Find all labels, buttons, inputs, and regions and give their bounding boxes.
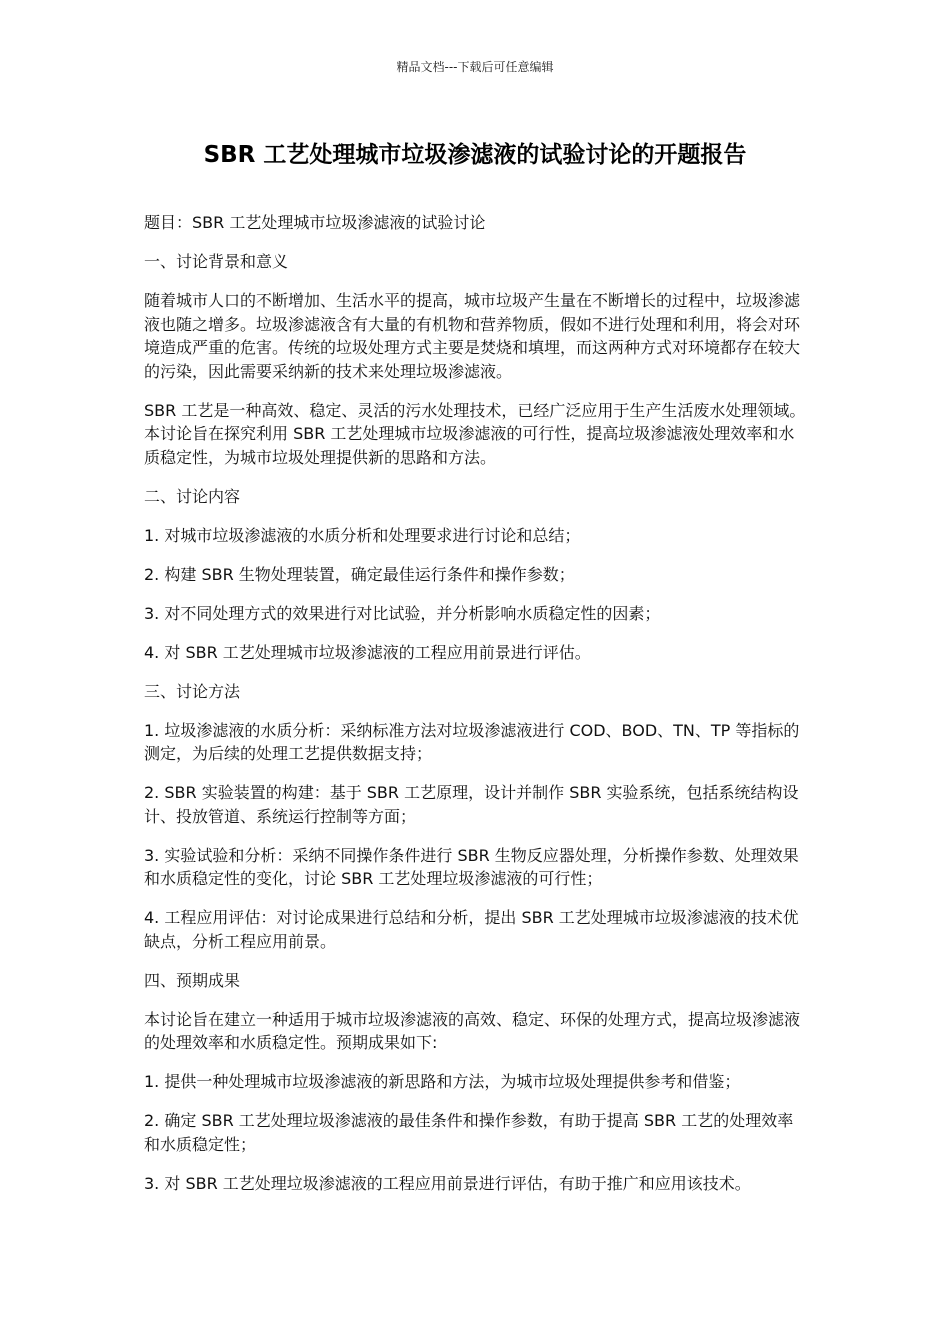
outcome-item-1: 1. 提供一种处理城市垃圾渗滤液的新思路和方法，为城市垃圾处理提供参考和借鉴；: [144, 1072, 741, 1091]
content-item-2: 2. 构建 SBR 生物处理装置，确定最佳运行条件和操作参数；: [144, 564, 575, 584]
section-heading-outcomes: 四、预期成果: [144, 970, 241, 990]
outcome-item-3: 3. 对 SBR 工艺处理垃圾渗滤液的工程应用前景进行评估，有助于推广和应用该技术。: [144, 1173, 751, 1193]
outcome-item-2: 2. 确定 SBR 工艺处理垃圾渗滤液的最佳条件和操作参数，有助于提高 SBR 工艺的处理效率和水质稳定性；: [144, 1111, 794, 1154]
method-item-4: 4. 工程应用评估：对讨论成果进行总结和分析，提出 SBR 工艺处理城市垃圾渗滤液的技术优缺点，分析工程应用前景。: [144, 908, 799, 951]
method-item-3: 3. 实验试验和分析：采纳不同操作条件进行 SBR 生物反应器处理，分析操作参数、处理效果和水质稳定性的变化，讨论 SBR 工艺处理垃圾渗滤液的可行性；: [144, 845, 799, 888]
paragraph-background-2: SBR 工艺是一种高效、稳定、灵活的污水处理技术，已经广泛应用于生产生活废水处理领域。本讨论旨在探究利用 SBR 工艺处理城市垃圾渗滤液的可行性，提高垃圾渗滤液处理效率和水质稳定性，为城市垃圾处理提供新的思路和方法。: [144, 400, 806, 467]
topic-line: 题目：SBR 工艺处理城市垃圾渗滤液的试验讨论: [144, 213, 486, 232]
document-body: [144, 211, 808, 1211]
paragraph-outcomes-intro: 本讨论旨在建立一种适用于城市垃圾渗滤液的高效、稳定、环保的处理方式，提高垃圾渗滤液的处理效率和水质稳定性。预期成果如下:: [144, 1009, 801, 1052]
section-heading-methods: 三、讨论方法: [144, 681, 241, 701]
content-item-3: 3. 对不同处理方式的效果进行对比试验，并分析影响水质稳定性的因素；: [144, 603, 661, 623]
content-item-1: 1. 对城市垃圾渗滤液的水质分析和处理要求进行讨论和总结；: [144, 525, 581, 545]
method-item-2: 2. SBR 实验装置的构建：基于 SBR 工艺原理，设计并制作 SBR 实验系统，包括系统结构设计、投放管道、系统运行控制等方面；: [144, 783, 799, 826]
method-item-1: 1. 垃圾渗滤液的水质分析：采纳标准方法对垃圾渗滤液进行 COD、BOD、TN、TP 等指标的测定，为后续的处理工艺提供数据支持；: [144, 720, 800, 763]
document-title: SBR 工艺处理城市垃圾渗滤液的试验讨论的开题报告: [203, 142, 747, 168]
section-heading-content: 二、讨论内容: [144, 486, 241, 506]
section-heading-background: 一、讨论背景和意义: [144, 252, 289, 271]
paragraph-background-1: 随着城市人口的不断增加、生活水平的提高，城市垃圾产生量在不断增长的过程中，垃圾渗滤液也随之增多。垃圾渗滤液含有大量的有机物和营养物质，假如不进行处理和利用，将会对环境造成严重的危害。传统的垃圾处理方式主要是焚烧和填埋，而这两种方式对环境都存在较大的污染，因此需要采纳新的技术来处理垃圾渗滤液。: [144, 291, 801, 381]
header-note: 精品文档---下载后可任意编辑: [396, 60, 554, 74]
content-item-4: 4. 对 SBR 工艺处理城市垃圾渗滤液的工程应用前景进行评估。: [144, 642, 591, 662]
